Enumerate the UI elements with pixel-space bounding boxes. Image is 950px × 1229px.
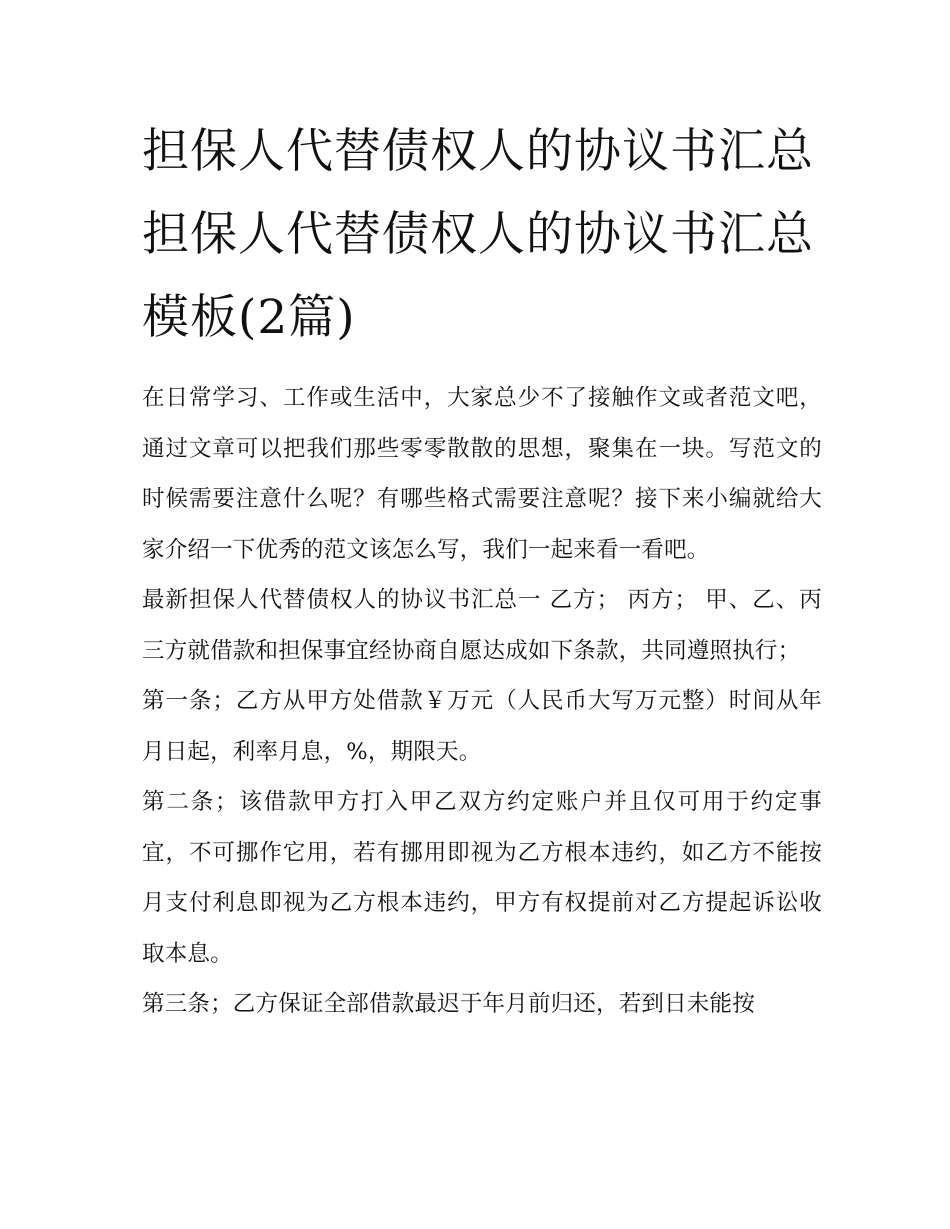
document-page: [142, 110, 822, 1030]
document-body: [142, 373, 822, 1030]
article-2-paragraph: 第二条；该借款甲方打入甲乙双方约定账户并且仅可用于约定事宜，不可挪作它用，若有挪用即视为乙方根本违约，如乙方不能按月支付利息即视为乙方根本违约，甲方有权提前对乙方提起诉讼收取本息。: [142, 789, 822, 967]
article-1-paragraph: 第一条；乙方从甲方处借款￥万元（人民币大写万元整）时间从年月日起，利率月息，%，期限天。: [142, 688, 822, 765]
document-title: 担保人代替债权人的协议书汇总 担保人代替债权人的协议书汇总模板(2篇): [142, 124, 814, 345]
intro-paragraph: 在日常学习、工作或生活中，大家总少不了接触作文或者范文吧，通过文章可以把我们那些零零散散的思想，聚集在一块。写范文的时候需要注意什么呢？有哪些格式需要注意呢？接下来小编就给大家介绍一下优秀的范文该怎么写，我们一起来看一看吧。: [142, 385, 822, 563]
agreement-intro-paragraph: 最新担保人代替债权人的协议书汇总一 乙方； 丙方； 甲、乙、丙三方就借款和担保事宜经协商自愿达成如下条款，共同遵照执行；: [142, 587, 822, 664]
article-3-paragraph: 第三条；乙方保证全部借款最迟于年月前归还，若到日未能按: [142, 991, 755, 1017]
